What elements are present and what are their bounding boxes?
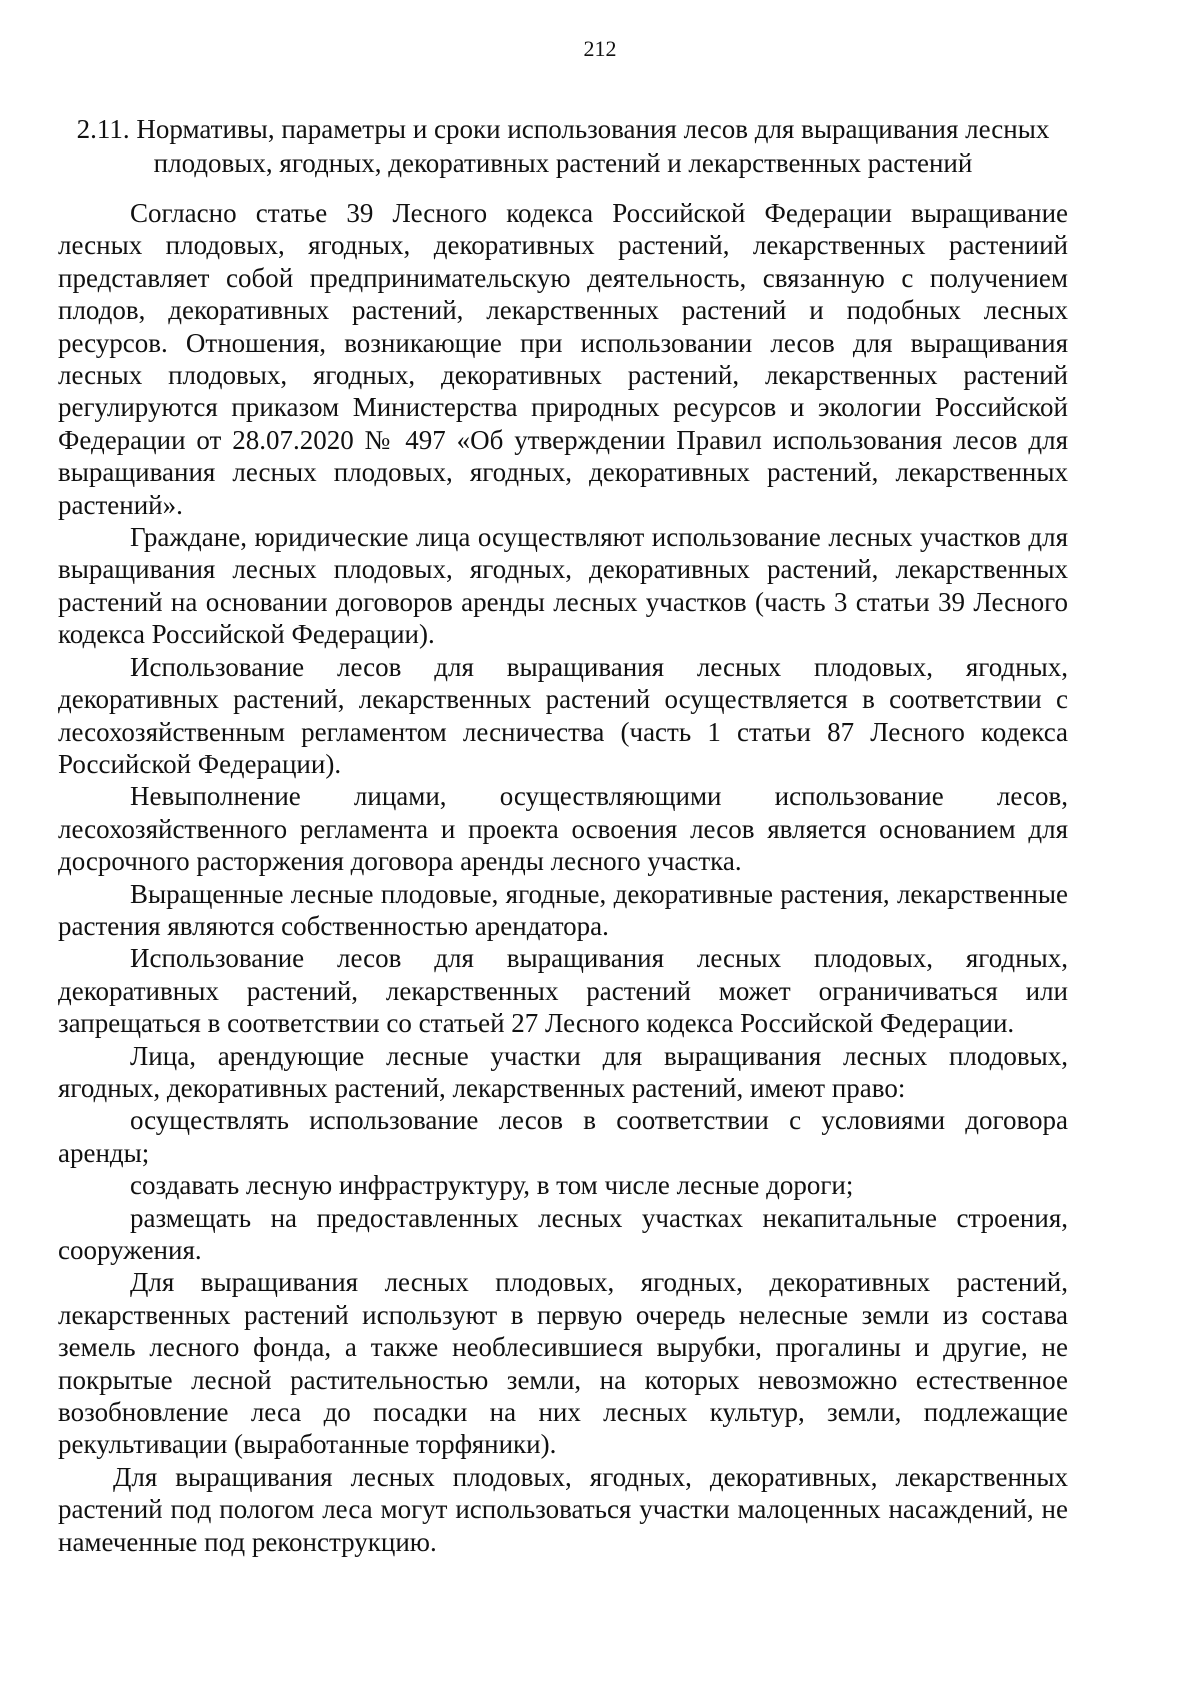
page-number: 212	[583, 36, 617, 61]
paragraph: Невыполнение лицами, осуществляющими использование лесов, лесохозяйственного регламента и проекта освоения лесов является основанием для досрочного расторжения договора аренды лесного участка.	[58, 781, 1068, 877]
paragraph: Граждане, юридические лица осуществляют использование лесных участков для выращивания лесных плодовых, ягодных, декоративных растений, лекарственных растений на основании договоров аренды лесных участков (часть 3 статьи 39 Лесного кодекса Российской Федерации).	[58, 522, 1068, 650]
paragraph: Лица, арендующие лесные участки для выращивания лесных плодовых, ягодных, декоративных растений, лекарственных растений, имеют право:	[58, 1040, 1068, 1103]
document-body	[58, 197, 1068, 1558]
list-item: создавать лесную инфраструктуру, в том числе лесные дороги;	[130, 1170, 854, 1201]
paragraph: Использование лесов для выращивания лесных плодовых, ягодных, декоративных растений, лекарственных растений может ограничиваться или запрещаться в соответствии со статьей 27 Лесного кодекса Российской Федерации.	[58, 943, 1068, 1039]
paragraph: Для выращивания лесных плодовых, ягодных, декоративных растений, лекарственных растений используют в первую очередь нелесные земли из состава земель лесного фонда, а также необлесившиеся вырубки, прогалины и другие, не покрытые лесной растительностью земли, на которых невозможно естественное возобновление леса до посадки на них лесных культур, земли, подлежащие рекультивации (выработанные торфяники).	[58, 1267, 1068, 1460]
section-heading: 2.11. Нормативы, параметры и сроки использования лесов для выращивания лесных плодовых, ягодных, декоративных растений и лекарственных растений	[76, 114, 1050, 178]
paragraph: Согласно статье 39 Лесного кодекса Российской Федерации выращивание лесных плодовых, ягодных, декоративных растений, лекарственных растениий представляет собой предпринимательскую деятельность, связанную с получением плодов, декоративных растений, лекарственных растений и подобных лесных ресурсов. Отношения, возникающие при использовании лесов для выращивания лесных плодовых, ягодных, декоративных растений, лекарственных растений регулируются приказом Министерства природных ресурсов и экологии Российской Федерации от 28.07.2020 № 497 «Об утверждении Правил использования лесов для выращивания лесных плодовых, ягодных, декоративных растений, лекарственных растений».	[58, 198, 1068, 520]
paragraph: Использование лесов для выращивания лесных плодовых, ягодных, декоративных растений, лекарственных растений осуществляется в соответствии с лесохозяйственным регламентом лесничества (часть 1 статьи 87 Лесного кодекса Российской Федерации).	[58, 651, 1068, 779]
paragraph: Для выращивания лесных плодовых, ягодных, декоративных, лекарственных растений под пологом леса могут использоваться участки малоценных насаждений, не намеченные под реконструкцию.	[58, 1461, 1068, 1557]
paragraph: Выращенные лесные плодовые, ягодные, декоративные растения, лекарственные растения являются собственностью арендатора.	[58, 878, 1068, 941]
list-item: размещать на предоставленных лесных участках некапитальные строения, сооружения.	[58, 1202, 1068, 1265]
list-item: осуществлять использование лесов в соответствии с условиями договора аренды;	[58, 1105, 1068, 1168]
